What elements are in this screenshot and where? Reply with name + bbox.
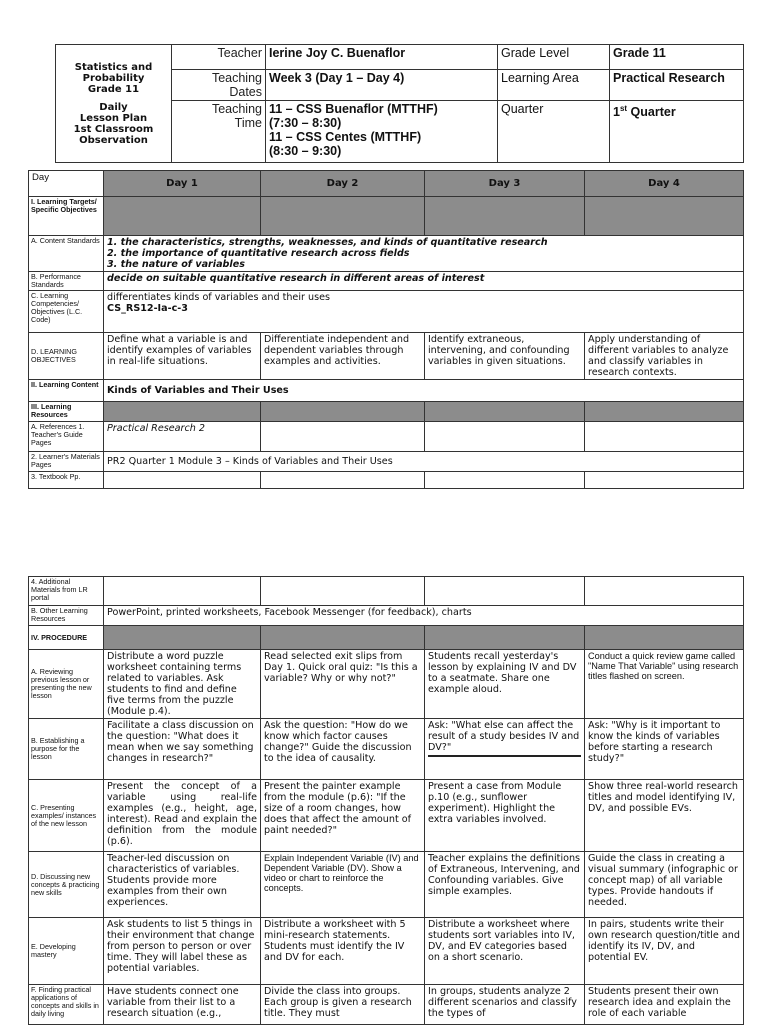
lesson-title: Statistics and Probability Grade 11 Daily Lesson Plan 1st Classroom Observation: [56, 45, 172, 163]
performance-standards: decide on suitable quantitative research in different areas of interest: [104, 272, 744, 291]
teaching-dates-value: Week 3 (Day 1 – Day 4): [266, 70, 498, 101]
learning-objectives-label: D. LEARNING OBJECTIVES: [29, 333, 104, 380]
gray-cell: [425, 197, 585, 236]
empty-cell: [261, 577, 425, 606]
purpose-day-1: Facilitate a class discussion on the question: "What does it mean when we say something changes in research?": [104, 719, 261, 780]
reviewing-day-1: Distribute a word puzzle worksheet containing terms related to variables. Ask students to find and define five terms from the puzzle (Module p.4).: [104, 650, 261, 719]
gray-cell: [261, 197, 425, 236]
gray-cell: [585, 626, 744, 650]
empty-cell: [585, 422, 744, 452]
gray-cell: [425, 626, 585, 650]
quarter-label: Quarter: [498, 101, 610, 163]
discussing-label: D. Discussing new concepts & practicing new skills: [29, 852, 104, 918]
reviewing-day-4: Conduct a quick review game called "Name That Variable" using research titles flashed on screen.: [585, 650, 744, 719]
purpose-day-3: Ask: "What else can affect the result of a study besides IV and DV?": [425, 719, 585, 780]
presenting-label: C. Presenting examples/ instances of the new lesson: [29, 780, 104, 852]
lesson-plan-table-2: [28, 576, 744, 1025]
additional-materials-label: 4. Additional Materials from LR portal: [29, 577, 104, 606]
other-resources: PowerPoint, printed worksheets, Facebook Messenger (for feedback), charts: [104, 606, 744, 626]
empty-cell: [425, 577, 585, 606]
textbook-label: 3. Textbook Pp.: [29, 472, 104, 489]
header-table: [55, 44, 744, 163]
purpose-label: B. Establishing a purpose for the lesson: [29, 719, 104, 780]
presenting-day-2: Present the painter example from the module (p.6): "If the size of a room changes, how does that affect the amount of paint needed?": [261, 780, 425, 852]
day-1-header: Day 1: [104, 171, 261, 197]
gray-cell: [585, 402, 744, 422]
day-3-header: Day 3: [425, 171, 585, 197]
content-standards: 1. the characteristics, strengths, weaknesses, and kinds of quantitative research 2. the importance of quantitative research across fields 3. the nature of variables: [104, 236, 744, 272]
discussing-day-3: Teacher explains the definitions of Extraneous, Intervening, and Confounding variables. Give simple examples.: [425, 852, 585, 918]
learning-area-value: Practical Research: [610, 70, 744, 101]
finding-day-4: Students present their own research idea and explain the role of each variable: [585, 985, 744, 1025]
presenting-day-1: Present the concept of a variable using real-life examples (e.g., height, age, interest). Read and explain the definition from the module (p.6).: [104, 780, 261, 852]
procedure-label: IV. PROCEDURE: [29, 626, 104, 650]
empty-cell: [585, 577, 744, 606]
performance-standards-label: B. Performance Standards: [29, 272, 104, 291]
presenting-day-4: Show three real-world research titles and model identifying IV, DV, and possible EVs.: [585, 780, 744, 852]
gray-cell: [425, 402, 585, 422]
lesson-plan-table-1: [28, 170, 744, 489]
content-standards-label: A. Content Standards: [29, 236, 104, 272]
grade-level-value: Grade 11: [610, 45, 744, 70]
empty-cell: [425, 472, 585, 489]
learning-content: Kinds of Variables and Their Uses: [104, 380, 744, 402]
presenting-day-3: Present a case from Module p.10 (e.g., sunflower experiment). Highlight the extra variables involved.: [425, 780, 585, 852]
day-label: Day: [29, 171, 104, 197]
quarter-value: 1st Quarter: [610, 101, 744, 163]
objective-day-3: Identify extraneous, intervening, and confounding variables in given situations.: [425, 333, 585, 380]
gray-cell: [104, 197, 261, 236]
gray-cell: [261, 402, 425, 422]
mastery-day-4: In pairs, students write their own research question/title and identify its IV, DV, and potential EV.: [585, 918, 744, 985]
reviewing-day-3: Students recall yesterday's lesson by explaining IV and DV to a seatmate. Share one example aloud.: [425, 650, 585, 719]
teacher-label: Teacher: [172, 45, 266, 70]
purpose-day-4: Ask: "Why is it important to know the kinds of variables before starting a research study?": [585, 719, 744, 780]
teaching-time-label: Teaching Time: [172, 101, 266, 163]
empty-cell: [104, 577, 261, 606]
reviewing-day-2: Read selected exit slips from Day 1. Quick oral quiz: "Is this a variable? Why or why not?": [261, 650, 425, 719]
empty-cell: [585, 472, 744, 489]
finding-applications-label: F. Finding practical applications of concepts and skills in daily living: [29, 985, 104, 1025]
gray-cell: [104, 402, 261, 422]
finding-day-2: Divide the class into groups. Each group is given a research title. They must: [261, 985, 425, 1025]
mastery-day-1: Ask students to list 5 things in their environment that change from person to person or over time. They will label these as potential variables.: [104, 918, 261, 985]
learning-content-label: II. Learning Content: [29, 380, 104, 402]
finding-day-3: In groups, students analyze 2 different scenarios and classify the types of: [425, 985, 585, 1025]
other-resources-label: B. Other Learning Resources: [29, 606, 104, 626]
teacher-name: Ierine Joy C. Buenaflor: [266, 45, 498, 70]
learning-competencies-label: C. Learning Competencies/ Objectives (L.C. Code): [29, 291, 104, 333]
learning-area-label: Learning Area: [498, 70, 610, 101]
learning-resources-label: III. Learning Resources: [29, 402, 104, 422]
teaching-time-value: 11 – CSS Buenaflor (MTTHF) (7:30 – 8:30) 11 – CSS Centes (MTTHF) (8:30 – 9:30): [266, 101, 498, 163]
gray-cell: [585, 197, 744, 236]
learners-materials-label: 2. Learner's Materials Pages: [29, 452, 104, 472]
teaching-dates-label: Teaching Dates: [172, 70, 266, 101]
empty-cell: [104, 472, 261, 489]
day-2-header: Day 2: [261, 171, 425, 197]
discussing-day-4: Guide the class in creating a visual summary (infographic or concept map) of all variable types. Provide handouts if needed.: [585, 852, 744, 918]
mastery-day-2: Distribute a worksheet with 5 mini-research statements. Students must identify the IV and DV for each.: [261, 918, 425, 985]
objective-day-1: Define what a variable is and identify examples of variables in real-life situations.: [104, 333, 261, 380]
empty-cell: [425, 422, 585, 452]
discussing-day-1: Teacher-led discussion on characteristics of variables. Students provide more examples from their own experiences.: [104, 852, 261, 918]
references-day-1: Practical Research 2: [104, 422, 261, 452]
gray-cell: [104, 626, 261, 650]
underline-rule: [428, 755, 581, 757]
learning-targets-label: I. Learning Targets/ Specific Objectives: [29, 197, 104, 236]
empty-cell: [261, 472, 425, 489]
finding-day-1: Have students connect one variable from their list to a research situation (e.g.,: [104, 985, 261, 1025]
mastery-label: E. Developing mastery: [29, 918, 104, 985]
reviewing-label: A. Reviewing previous lesson or presenting the new lesson: [29, 650, 104, 719]
purpose-day-2: Ask the question: "How do we know which factor causes change?" Guide the discussion to the idea of causality.: [261, 719, 425, 780]
empty-cell: [261, 422, 425, 452]
gray-cell: [261, 626, 425, 650]
objective-day-2: Differentiate independent and dependent variables through examples and activities.: [261, 333, 425, 380]
grade-level-label: Grade Level: [498, 45, 610, 70]
references-label: A. References 1. Teacher's Guide Pages: [29, 422, 104, 452]
day-4-header: Day 4: [585, 171, 744, 197]
objective-day-4: Apply understanding of different variables to analyze and classify variables in research contexts.: [585, 333, 744, 380]
discussing-day-2: Explain Independent Variable (IV) and Dependent Variable (DV). Show a video or chart to reinforce the concepts.: [261, 852, 425, 918]
mastery-day-3: Distribute a worksheet where students sort variables into IV, DV, and EV categories based on a short scenario.: [425, 918, 585, 985]
learning-competencies: differentiates kinds of variables and their uses CS_RS12-Ia-c-3: [104, 291, 744, 333]
learners-materials: PR2 Quarter 1 Module 3 – Kinds of Variables and Their Uses: [104, 452, 744, 472]
